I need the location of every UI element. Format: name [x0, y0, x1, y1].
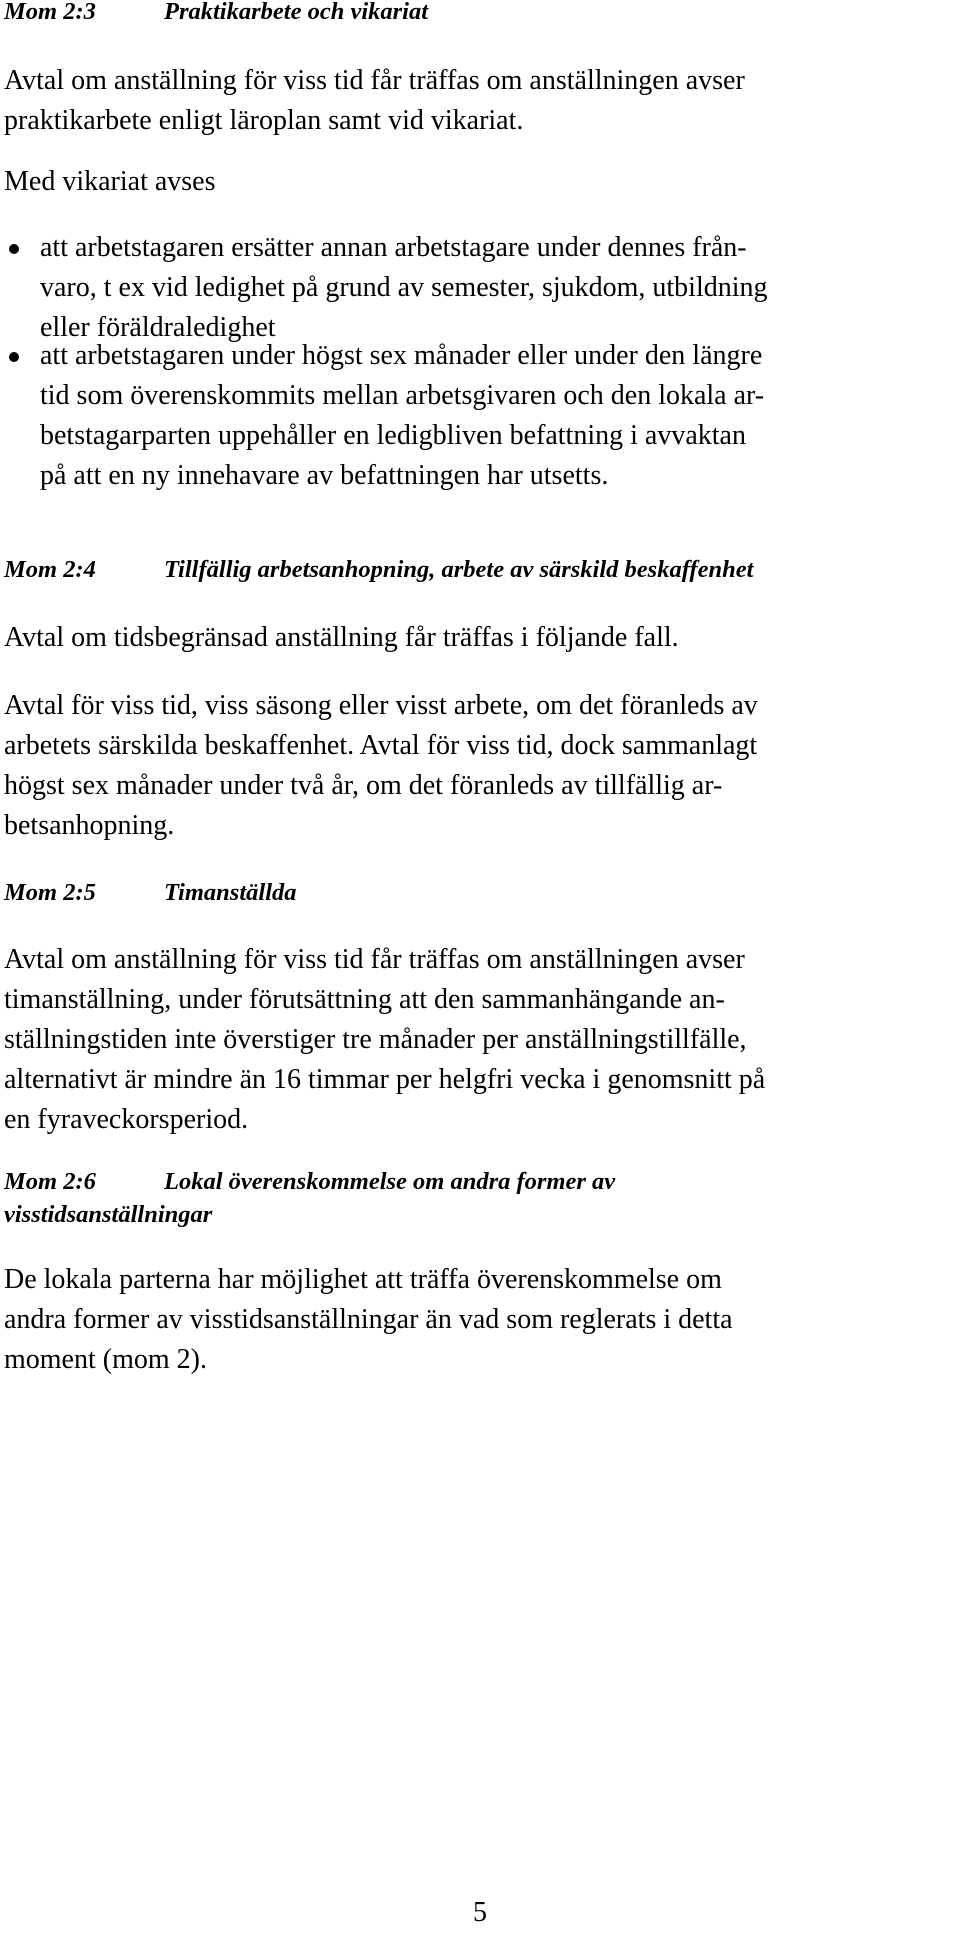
text-line: tid som överenskommits mellan arbetsgivaren och den lokala ar- [40, 380, 765, 411]
paragraph-mom-2-3-intro [4, 61, 924, 141]
section-number: Mom 2:3 [4, 0, 96, 25]
section-heading-mom-2-4 [4, 550, 753, 590]
text-line: Avtal om anställning för viss tid får träffas om anställningen avser [4, 65, 745, 96]
text-line: Med vikariat avses [4, 166, 216, 197]
section-heading-mom-2-5 [4, 873, 297, 913]
text-line: Avtal om tidsbegränsad anställning får träffas i följande fall. [4, 622, 679, 653]
paragraph-mom-2-5-body [4, 940, 924, 1140]
text-line: en fyraveckorsperiod. [4, 1104, 249, 1135]
text-line: att arbetstagaren under högst sex månader eller under den längre [40, 340, 763, 371]
section-number: Mom 2:6 [4, 1168, 96, 1195]
paragraph-mom-2-4-intro [4, 618, 924, 658]
text-line: arbetets särskilda beskaffenhet. Avtal för viss tid, dock sammanlagt [4, 730, 758, 761]
text-line: Avtal för viss tid, viss säsong eller visst arbete, om det föranleds av [4, 690, 758, 721]
section-title: Timanställda [164, 879, 297, 906]
text-line: ställningstiden inte överstiger tre månader per anställningstillfälle, [4, 1024, 747, 1055]
section-title: Tillfällig arbetsanhopning, arbete av särskild beskaffenhet [164, 556, 754, 583]
bullet-dot-icon [9, 244, 19, 254]
section-title-continued: visstidsanställningar [4, 1201, 213, 1228]
text-line: eller föräldraledighet [40, 312, 276, 343]
text-line: andra former av visstidsanställningar än vad som reglerats i detta [4, 1304, 733, 1335]
text-line: praktikarbete enligt läroplan samt vid vikariat. [4, 105, 524, 136]
bullet-text [40, 228, 768, 348]
bullet-text [40, 336, 764, 496]
text-line: betsanhopning. [4, 810, 175, 841]
section-title: Praktikarbete och vikariat [164, 0, 429, 25]
page-number: 5 [473, 1897, 487, 1928]
text-line: De lokala parterna har möjlighet att träffa överenskommelse om [4, 1264, 722, 1295]
text-line: Avtal om anställning för viss tid får träffas om anställningen avser [4, 944, 745, 975]
text-line: varo, t ex vid ledighet på grund av semester, sjukdom, utbildning [40, 272, 768, 303]
text-line: betstagarparten uppehåller en ledigbliven befattning i avvaktan [40, 420, 746, 451]
bullet-dot-icon [9, 352, 19, 362]
paragraph-mom-2-6-body [4, 1260, 924, 1380]
paragraph-vikariat-intro [4, 162, 924, 202]
section-heading-mom-2-6-continued [4, 1195, 212, 1235]
text-line: timanställning, under förutsättning att den sammanhängande an- [4, 984, 725, 1015]
text-line: moment (mom 2). [4, 1344, 207, 1375]
text-line: att arbetstagaren ersätter annan arbetstagare under dennes från- [40, 232, 747, 263]
section-number: Mom 2:4 [4, 556, 96, 583]
section-number: Mom 2:5 [4, 879, 96, 906]
paragraph-mom-2-4-body [4, 686, 924, 846]
text-line: alternativt är mindre än 16 timmar per helgfri vecka i genomsnitt på [4, 1064, 766, 1095]
text-line: på att en ny innehavare av befattningen har utsetts. [40, 460, 609, 491]
text-line: högst sex månader under två år, om det föranleds av tillfällig ar- [4, 770, 723, 801]
section-heading-mom-2-3 [4, 0, 428, 32]
section-title: Lokal överenskommelse om andra former av [164, 1168, 616, 1195]
